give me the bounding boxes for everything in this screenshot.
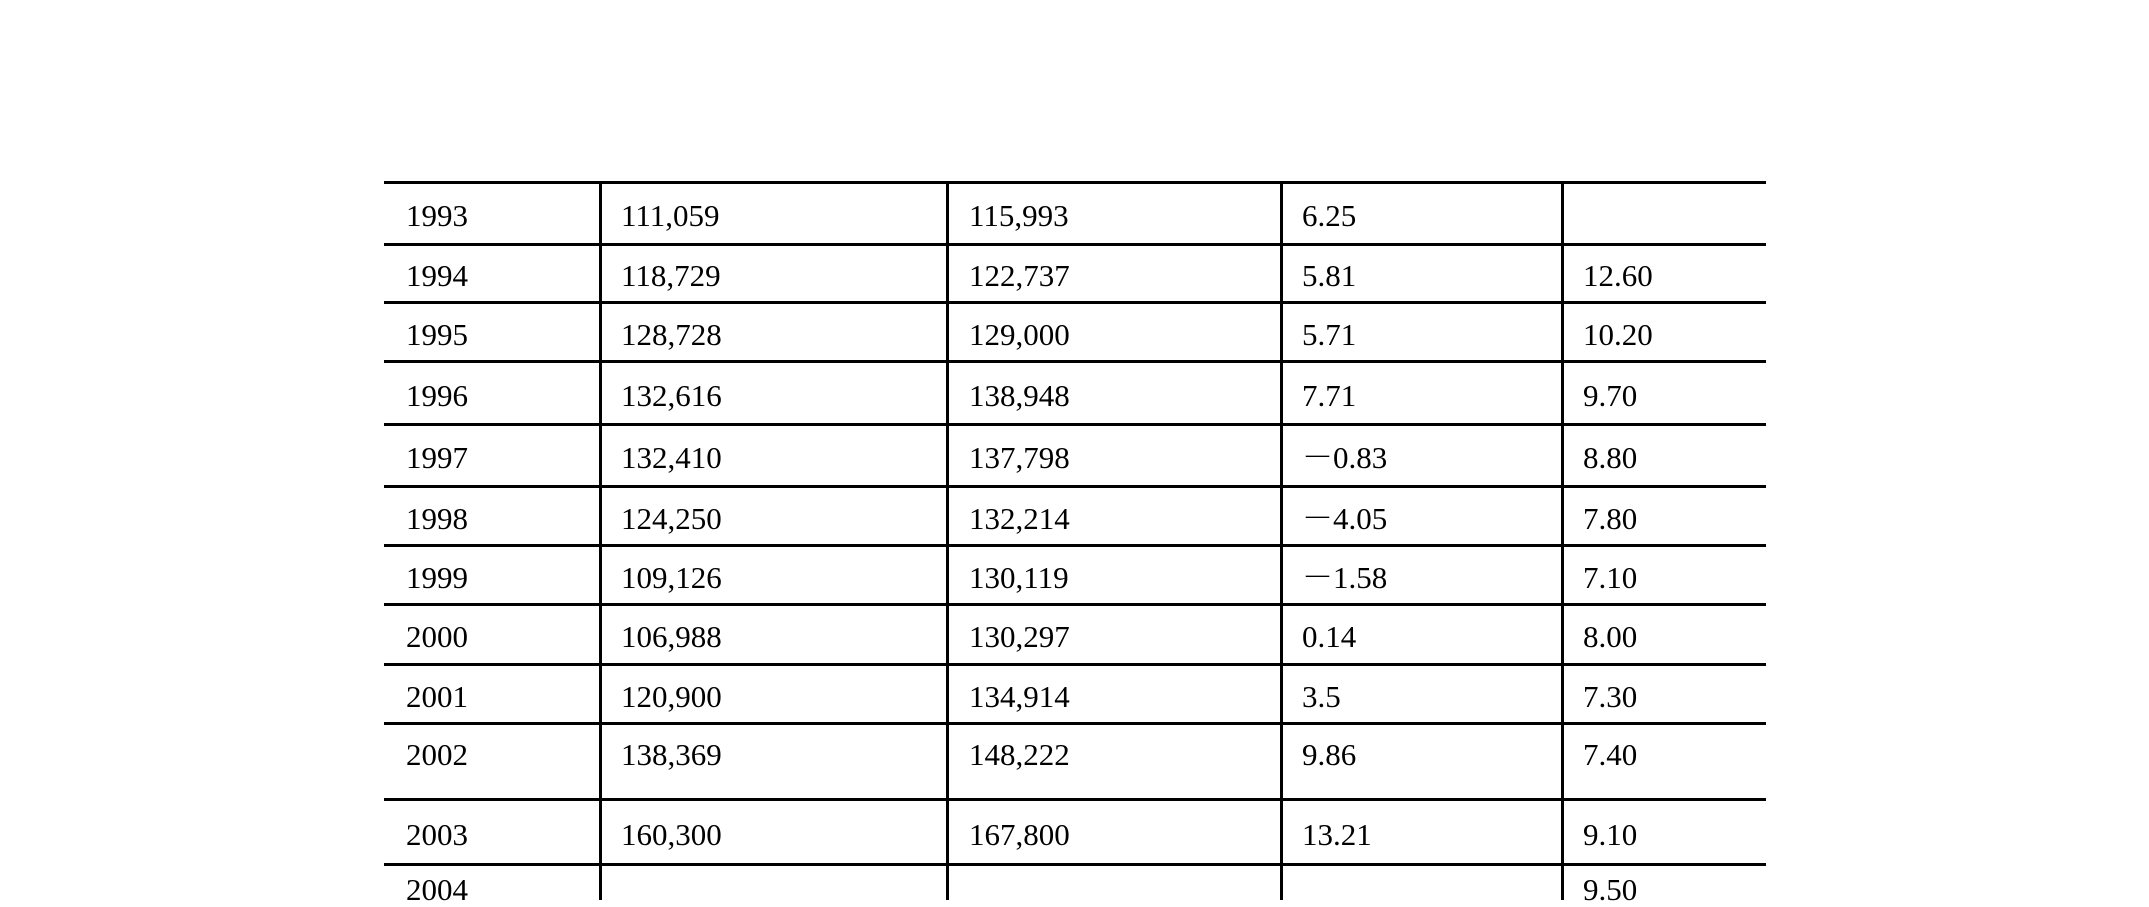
table-cell: －0.83 [1302, 440, 1388, 475]
table-cell: 7.30 [1583, 679, 1638, 714]
year-cell: 1993 [406, 198, 468, 233]
table-rule [384, 863, 1766, 866]
table-rule [384, 423, 1766, 426]
table-rule [384, 798, 1766, 801]
table-cell: －4.05 [1302, 501, 1388, 536]
column-divider [946, 181, 949, 900]
table-rule [384, 485, 1766, 488]
table-cell: 160,300 [621, 817, 722, 852]
table-cell: 3.5 [1302, 679, 1341, 714]
data-table [384, 181, 1766, 907]
table-cell: 138,948 [969, 378, 1070, 413]
year-cell: 2001 [406, 679, 468, 714]
table-rule [384, 603, 1766, 606]
table-cell: 9.86 [1302, 737, 1357, 772]
table-cell: 9.70 [1583, 378, 1638, 413]
table-rule [384, 544, 1766, 547]
table-cell: 8.80 [1583, 440, 1638, 475]
table-cell: 7.71 [1302, 378, 1357, 413]
table-cell: 124,250 [621, 501, 722, 536]
table-cell: 120,900 [621, 679, 722, 714]
table-cell: 8.00 [1583, 619, 1638, 654]
table-cell: 6.25 [1302, 198, 1357, 233]
year-cell: 1999 [406, 560, 468, 595]
column-divider [1280, 181, 1283, 900]
table-cell: 109,126 [621, 560, 722, 595]
year-cell: 1996 [406, 378, 468, 413]
year-cell: 2000 [406, 619, 468, 654]
column-divider [599, 181, 602, 900]
table-cell: 138,369 [621, 737, 722, 772]
table-cell: 129,000 [969, 317, 1070, 352]
table-cell: 10.20 [1583, 317, 1653, 352]
table-cell: 118,729 [621, 258, 721, 293]
year-cell: 1998 [406, 501, 468, 536]
table-cell: 7.40 [1583, 737, 1638, 772]
table-cell: 5.81 [1302, 258, 1357, 293]
table-cell: 13.21 [1302, 817, 1372, 852]
table-cell: 111,059 [621, 198, 720, 233]
table-rule [384, 722, 1766, 725]
table-rule [384, 181, 1766, 184]
year-cell: 1997 [406, 440, 468, 475]
table-cell: 12.60 [1583, 258, 1653, 293]
table-cell: 134,914 [969, 679, 1070, 714]
table-cell: 106,988 [621, 619, 722, 654]
table-rule [384, 360, 1766, 363]
table-cell: 137,798 [969, 440, 1070, 475]
table-cell: 167,800 [969, 817, 1070, 852]
table-cell: 148,222 [969, 737, 1070, 772]
table-cell: 132,214 [969, 501, 1070, 536]
table-cell: 7.80 [1583, 501, 1638, 536]
table-rule [384, 663, 1766, 666]
table-cell: 115,993 [969, 198, 1069, 233]
year-cell: 2003 [406, 817, 468, 852]
column-divider [1561, 181, 1564, 900]
table-cell: 130,297 [969, 619, 1070, 654]
table-cell: 128,728 [621, 317, 722, 352]
table-cell: 0.14 [1302, 619, 1357, 654]
table-cell: 9.10 [1583, 817, 1638, 852]
year-cell: 1994 [406, 258, 468, 293]
year-cell: 2004 [406, 872, 468, 907]
table-cell: 132,410 [621, 440, 722, 475]
table-cell: 122,737 [969, 258, 1070, 293]
table-rule [384, 301, 1766, 304]
year-cell: 2002 [406, 737, 468, 772]
table-cell: 5.71 [1302, 317, 1357, 352]
year-cell: 1995 [406, 317, 468, 352]
table-cell: 132,616 [621, 378, 722, 413]
table-cell: 9.50 [1583, 872, 1638, 907]
table-cell: －1.58 [1302, 560, 1388, 595]
table-cell: 130,119 [969, 560, 1069, 595]
table-rule [384, 243, 1766, 246]
table-cell: 7.10 [1583, 560, 1638, 595]
